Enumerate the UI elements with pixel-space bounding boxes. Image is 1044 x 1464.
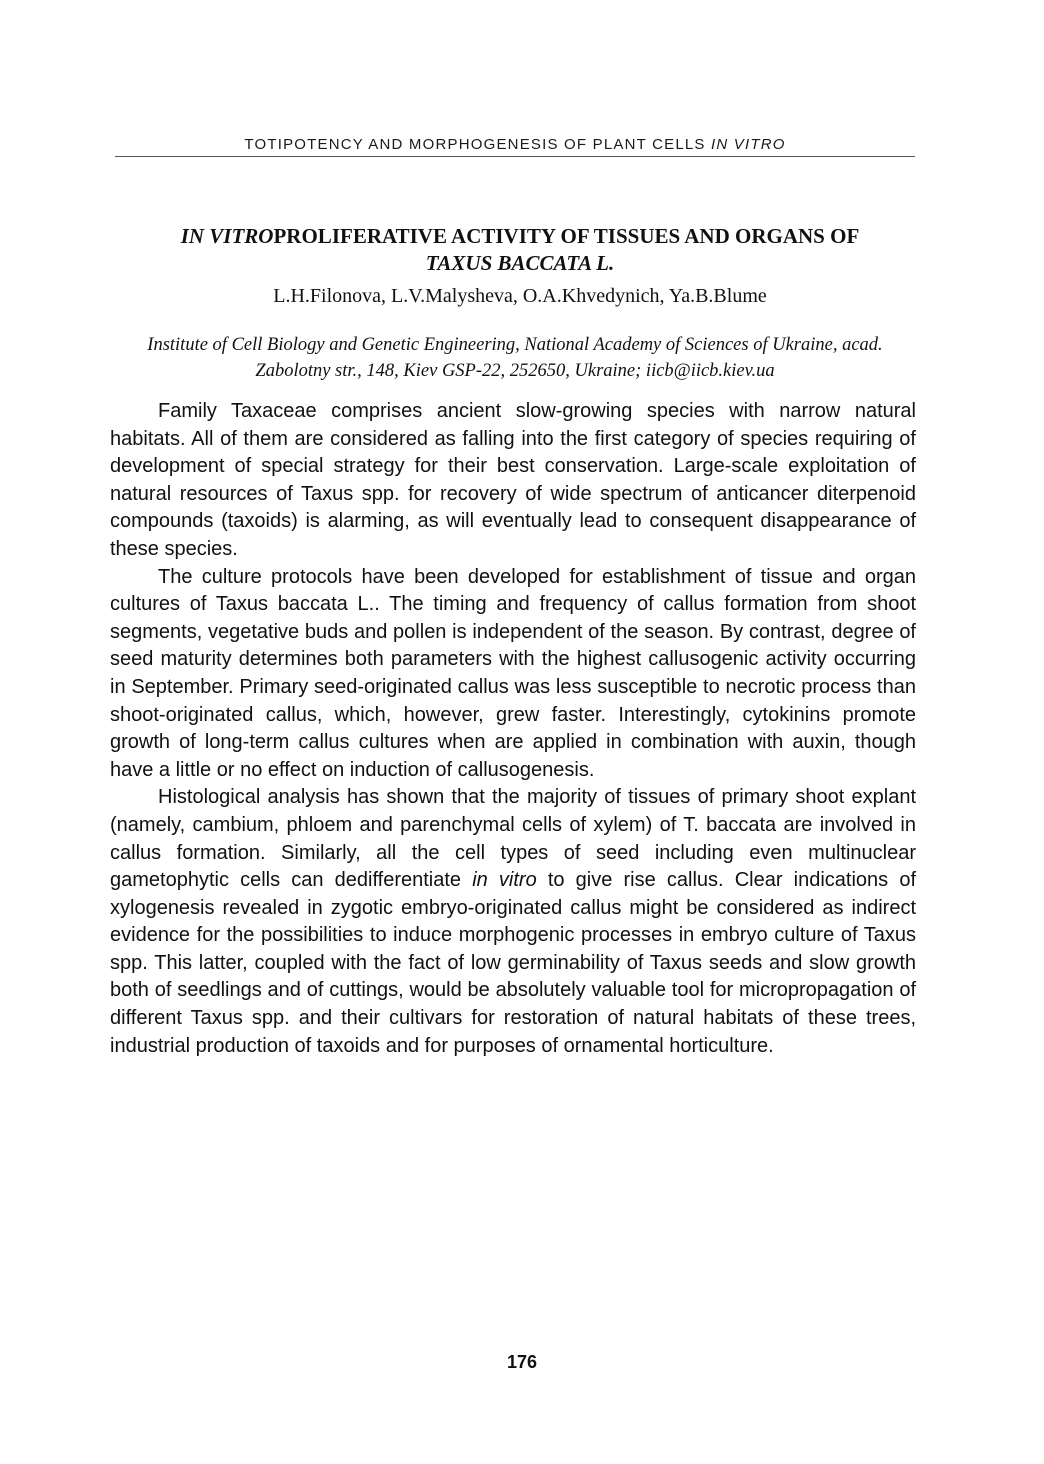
article-title: [130, 223, 910, 277]
running-header-italic: IN VITRO: [711, 136, 786, 153]
title-line-2: [130, 250, 910, 277]
paragraph-3-part-2: to give rise callus. Clear indications of xylogenesis revealed in zygotic embryo-originated callus might be considered as indirect evidence for the possibilities to induce morphogenic processes in embryo culture of Taxus spp. This latter, coupled with the fact of low germinability of Taxus seeds and slow growth both of seedlings and of cuttings, would be absolutely valuable tool for micropropagation of different Taxus spp. and their cultivars for restoration of natural habitats of these trees, industrial production of taxoids and for purposes of ornamental horticulture.: [110, 869, 916, 1057]
paragraph-2: The culture protocols have been developed for establishment of tissue and organ cultures of Taxus baccata L.. The timing and frequency of callus formation from shoot segments, vegetative buds and pollen is independent of the season. By contrast, degree of seed maturity determines both parameters with the highest callusogenic activity occurring in September. Primary seed-originated callus was less susceptible to necrotic process than shoot-originated callus, which, however, grew faster. Interestingly, cytokinins promote growth of long-term callus cultures when are applied in combination with auxin, though have a little or no effect on induction of callusogenesis.: [110, 565, 916, 781]
running-header-text: TOTIPOTENCY AND MORPHOGENESIS OF PLANT CELLS: [244, 136, 706, 153]
title-italic-prefix: IN VITRO: [180, 224, 274, 248]
article-body: [110, 398, 916, 1060]
paragraph-3: [110, 784, 916, 1060]
paragraph-1: Family Taxaceae comprises ancient slow-growing species with narrow natural habitats. All of them are considered as falling into the first category of species requiring of development of special strategy for their best conservation. Large-scale exploitation of natural resources of Taxus spp. for recovery of wide spectrum of anticancer diterpenoid compounds (taxoids) is alarming, as will eventually lead to consequent disappearance of these species.: [110, 400, 916, 560]
title-line-1: [130, 223, 910, 250]
paragraph-3-part-1: Histological analysis has shown that the majority of tissues of primary shoot explant (namely, cambium, phloem and parenchymal cells of xylem) of T. baccata are involved in callus formation. Similarly, all the cell types of seed including even multinuclear gametophytic cells can dedifferentiate: [110, 786, 916, 892]
header-rule: [115, 156, 915, 157]
title-species: TAXUS BACCATA L.: [425, 251, 615, 275]
authors: L.H.Filonova, L.V.Malysheva, O.A.Khvedynich, Ya.B.Blume: [273, 285, 767, 307]
running-header: [115, 136, 915, 153]
paragraph-3-italic: in vitro: [472, 869, 537, 892]
affiliation: Institute of Cell Biology and Genetic Engineering, National Academy of Sciences of Ukraine, acad. Zabolotny str., 148, Kiev GSP-22, 252650, Ukraine; iicb@iicb.kiev.ua: [147, 335, 883, 381]
page-number: 176: [506, 1352, 538, 1372]
title-main: PROLIFERATIVE ACTIVITY OF TISSUES AND ORGANS OF: [273, 224, 860, 248]
